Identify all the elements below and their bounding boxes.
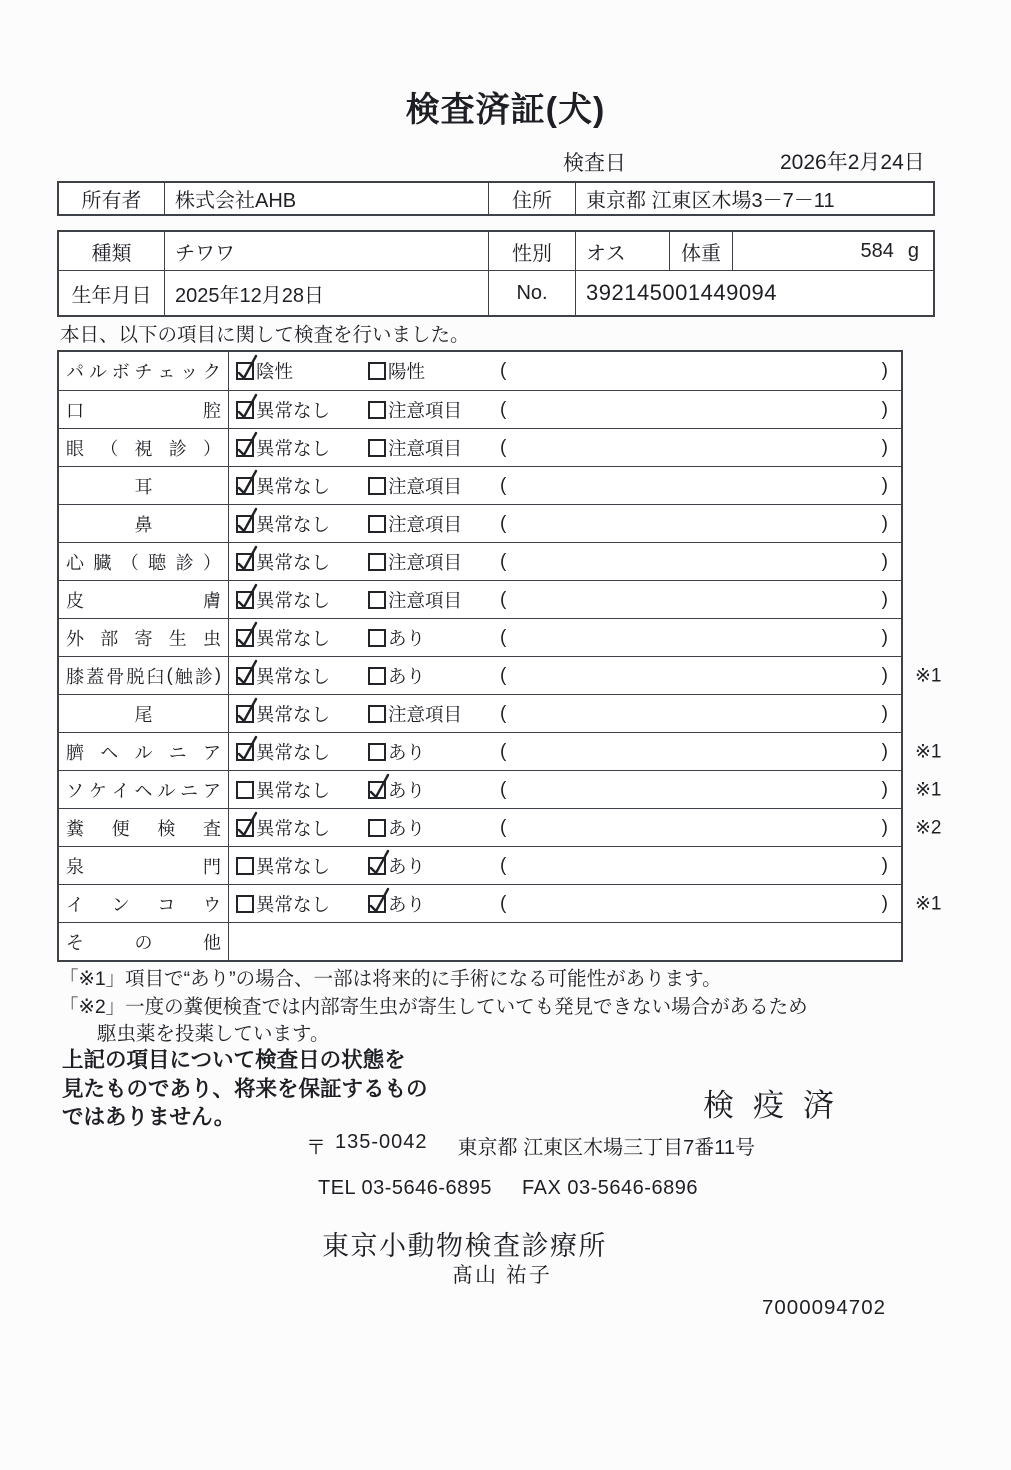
remarks-paren-close: ) (881, 702, 888, 724)
no-value: 392145001449094 (586, 280, 778, 305)
exam-row-content (229, 847, 901, 884)
breed-label: 種類 (59, 232, 165, 270)
veterinarian-name: 髙山 祐子 (452, 1264, 552, 1287)
exam-option-1-label: 陰性 (256, 361, 294, 382)
checkbox-checked[interactable] (236, 362, 254, 380)
checkbox-unchecked[interactable] (368, 439, 386, 457)
no-label: No. (489, 271, 576, 315)
clinic-fax: FAX 03-5646-6896 (522, 1177, 698, 1199)
remarks-paren-open: ( (500, 550, 507, 572)
exam-option-1-label: 異常なし (256, 817, 331, 839)
exam-row-content (229, 543, 901, 580)
checkbox-checked[interactable] (236, 591, 254, 609)
checkbox-unchecked[interactable] (368, 743, 386, 761)
exam-item-label: 外 部 寄 生 虫 (59, 619, 229, 656)
footnote-1: 「※1」項目で“あり”の場合、一部は将来的に手術になる可能性があります。 (59, 968, 722, 990)
remarks-paren-open: ( (500, 740, 507, 762)
weight-unit: g (907, 239, 919, 262)
exam-option-2-label: 注意項目 (388, 399, 463, 421)
exam-row (59, 922, 901, 960)
exam-item-label: 皮 膚 (59, 581, 229, 618)
remarks-paren-close: ) (881, 892, 888, 914)
clinic-tel: TEL 03-5646-6895 (318, 1177, 493, 1199)
remarks-paren-close: ) (881, 588, 888, 610)
exam-row-footnote-ref: ※2 (915, 817, 942, 838)
checkbox-checked[interactable] (236, 401, 254, 419)
exam-row (59, 580, 901, 618)
exam-row-content (229, 505, 901, 542)
exam-row-content (229, 619, 901, 656)
weight-cell (733, 232, 933, 270)
remarks-paren-open: ( (500, 892, 507, 914)
checkbox-checked[interactable] (236, 439, 254, 457)
owner-label: 所有者 (59, 183, 165, 214)
checkbox-unchecked[interactable] (368, 553, 386, 571)
remarks-paren-open: ( (500, 474, 507, 496)
exam-option-2-label: あり (388, 741, 426, 763)
remarks-paren-close: ) (881, 474, 888, 496)
disclaimer-statement (62, 1046, 428, 1132)
exam-item-label: 口 腔 (59, 391, 229, 428)
exam-row (59, 656, 942, 694)
checkbox-unchecked[interactable] (368, 477, 386, 495)
owner-name: 株式会社AHB (165, 183, 489, 214)
exam-item-label: 尾 (59, 695, 229, 732)
exam-option-1-label: 異常なし (256, 399, 331, 421)
exam-item-label: 鼻 (59, 505, 229, 542)
exam-row-content (229, 885, 901, 922)
checkbox-unchecked[interactable] (368, 629, 386, 647)
exam-item-label: パ ル ボ チ ェ ッ ク (59, 352, 229, 390)
remarks-paren-close: ) (881, 778, 888, 800)
remarks-paren-open: ( (500, 626, 507, 648)
sex-value: オス (576, 232, 670, 270)
remarks-paren-close: ) (881, 550, 888, 572)
remarks-paren-close: ) (881, 740, 888, 762)
exam-option-2-label: 注意項目 (388, 513, 463, 535)
exam-option-1-label: 異常なし (256, 513, 331, 535)
exam-row-content (229, 657, 901, 694)
owner-table (57, 181, 935, 216)
exam-row-content (229, 733, 901, 770)
pet-info-row-1 (59, 232, 933, 271)
exam-row-content (229, 429, 901, 466)
exam-option-1-label: 異常なし (256, 475, 331, 497)
exam-option-1-label: 異常なし (256, 665, 331, 687)
exam-option-1-label: 異常なし (256, 703, 331, 725)
checkbox-checked[interactable] (236, 477, 254, 495)
exam-table (57, 350, 942, 962)
exam-option-2-label: 注意項目 (388, 437, 463, 459)
exam-row-footnote-ref: ※1 (915, 893, 942, 914)
inspection-date-label: 検査日 (563, 152, 626, 175)
exam-item-label: 耳 (59, 467, 229, 504)
remarks-paren-close: ) (881, 664, 888, 686)
exam-row (59, 352, 901, 390)
exam-option-1-label: 異常なし (256, 589, 331, 611)
exam-row-content (229, 352, 901, 390)
checkbox-unchecked[interactable] (236, 895, 254, 913)
birth-value: 2025年12月28日 (165, 271, 489, 315)
disclaimer-line-3: ではありません。 (62, 1105, 236, 1129)
exam-item-label: 膝 蓋 骨 脱 臼 ( 触 診 ) (59, 657, 229, 694)
checkbox-checked[interactable] (236, 667, 254, 685)
checkbox-unchecked[interactable] (368, 362, 386, 380)
breed-value: チワワ (165, 232, 489, 270)
exam-option-1-label: 異常なし (256, 551, 331, 573)
exam-row-content (229, 771, 901, 808)
exam-row (59, 808, 942, 846)
exam-row-content (229, 695, 901, 732)
remarks-paren-close: ) (881, 360, 888, 381)
inspection-date-value: 2026年2月24日 (780, 151, 925, 174)
clinic-address: 東京都 江東区木場三丁目7番11号 (457, 1137, 755, 1159)
exam-row-footnote-ref: ※1 (915, 665, 942, 686)
exam-row (59, 390, 901, 428)
exam-item-label: そ の 他 (59, 923, 229, 960)
checkbox-checked[interactable] (236, 515, 254, 533)
remarks-paren-open: ( (500, 816, 507, 838)
checkbox-unchecked[interactable] (368, 819, 386, 837)
checkbox-unchecked[interactable] (368, 591, 386, 609)
exam-option-2-label: あり (388, 893, 426, 915)
exam-row-content (229, 391, 901, 428)
clinic-postal-line (306, 1131, 755, 1160)
disclaimer-line-2: 見たものであり、将来を保証するもの (62, 1076, 428, 1101)
exam-row-footnote-ref: ※1 (915, 741, 942, 762)
remarks-paren-close: ) (881, 816, 888, 838)
footnote-2-continued: 駆虫薬を投薬しています。 (97, 1023, 330, 1045)
weight-value: 584 (860, 239, 894, 262)
exam-item-label: 泉 門 (59, 847, 229, 884)
exam-option-1-label: 異常なし (256, 437, 331, 459)
exam-row (59, 884, 942, 922)
remarks-paren-open: ( (500, 360, 507, 381)
remarks-paren-close: ) (881, 626, 888, 648)
exam-item-label: 心 臓 （ 聴 診 ） (59, 543, 229, 580)
exam-option-2-label: 陽性 (388, 361, 426, 382)
footnote-2: 「※2」一度の糞便検査では内部寄生虫が寄生していても発見できない場合があるため (59, 996, 808, 1018)
checkbox-checked[interactable] (236, 743, 254, 761)
remarks-paren-open: ( (500, 702, 507, 724)
checkbox-unchecked[interactable] (368, 667, 386, 685)
sex-label: 性別 (489, 232, 576, 270)
exam-option-1-label: 異常なし (256, 893, 331, 915)
pet-info-table (57, 230, 935, 317)
exam-option-1-label: 異常なし (256, 741, 331, 763)
serial-number: 7000094702 (762, 1296, 887, 1319)
postal-mark-icon: 〒 (306, 1137, 326, 1159)
preamble-text: 本日、以下の項目に関して検査を行いました。 (60, 324, 470, 346)
exam-option-2-label: 注意項目 (388, 551, 463, 573)
exam-option-1-label: 異常なし (256, 627, 331, 649)
remarks-paren-open: ( (500, 436, 507, 458)
clinic-tel-line (318, 1177, 698, 1200)
checkbox-checked[interactable] (236, 629, 254, 647)
remarks-paren-close: ) (881, 854, 888, 876)
exam-option-2-label: あり (388, 817, 426, 839)
checkbox-unchecked[interactable] (368, 705, 386, 723)
exam-item-label: ソ ケ イ ヘ ル ニ ア (59, 771, 229, 808)
clinic-name: 東京小動物検査診療所 (322, 1231, 607, 1261)
remarks-paren-open: ( (500, 588, 507, 610)
exam-row (59, 770, 942, 808)
exam-row-content (229, 809, 901, 846)
remarks-paren-open: ( (500, 778, 507, 800)
disclaimer-line-1: 上記の項目について検査日の状態を (62, 1048, 406, 1072)
exam-option-2-label: あり (388, 855, 426, 877)
exam-row-content (229, 467, 901, 504)
checkbox-unchecked[interactable] (236, 857, 254, 875)
exam-row (59, 466, 901, 504)
exam-row (59, 846, 901, 884)
exam-row (59, 618, 901, 656)
quarantine-stamp: 検疫済 (703, 1088, 853, 1123)
exam-option-2-label: 注意項目 (388, 703, 463, 725)
checkbox-checked[interactable] (368, 781, 386, 799)
remarks-paren-open: ( (500, 854, 507, 876)
checkbox-checked[interactable] (368, 895, 386, 913)
remarks-paren-open: ( (500, 664, 507, 686)
owner-address: 東京都 江東区木場3－7－11 (586, 190, 835, 212)
page-title: 検査済証(犬) (405, 91, 606, 129)
pet-info-row-2 (59, 271, 933, 315)
exam-row (59, 504, 901, 542)
exam-item-label: 糞 便 検 査 (59, 809, 229, 846)
exam-option-2-label: 注意項目 (388, 475, 463, 497)
exam-option-2-label: あり (388, 779, 426, 801)
remarks-paren-close: ) (881, 398, 888, 420)
exam-option-2-label: あり (388, 627, 426, 649)
remarks-paren-open: ( (500, 398, 507, 420)
exam-row-content (229, 923, 901, 960)
checkbox-unchecked[interactable] (236, 781, 254, 799)
exam-option-2-label: あり (388, 665, 426, 687)
exam-option-1-label: 異常なし (256, 779, 331, 801)
remarks-paren-open: ( (500, 512, 507, 534)
exam-option-1-label: 異常なし (256, 855, 331, 877)
remarks-paren-close: ) (881, 436, 888, 458)
exam-row (59, 428, 901, 466)
checkbox-checked[interactable] (236, 705, 254, 723)
postal-code: 135-0042 (335, 1131, 428, 1153)
exam-row (59, 542, 901, 580)
weight-label: 体重 (670, 232, 733, 270)
exam-item-label: イ ン コ ウ (59, 885, 229, 922)
exam-item-label: 眼 （ 視 診 ） (59, 429, 229, 466)
checkbox-checked[interactable] (368, 857, 386, 875)
exam-row-content (229, 581, 901, 618)
checkbox-unchecked[interactable] (368, 515, 386, 533)
exam-row (59, 732, 942, 770)
remarks-paren-close: ) (881, 512, 888, 534)
checkbox-checked[interactable] (236, 553, 254, 571)
exam-item-label: 臍 ヘ ル ニ ア (59, 733, 229, 770)
checkbox-unchecked[interactable] (368, 401, 386, 419)
exam-row (59, 694, 901, 732)
birth-label: 生年月日 (59, 271, 165, 315)
exam-row-footnote-ref: ※1 (915, 779, 942, 800)
owner-address-label: 住所 (489, 183, 576, 214)
checkbox-checked[interactable] (236, 819, 254, 837)
exam-option-2-label: 注意項目 (388, 589, 463, 611)
